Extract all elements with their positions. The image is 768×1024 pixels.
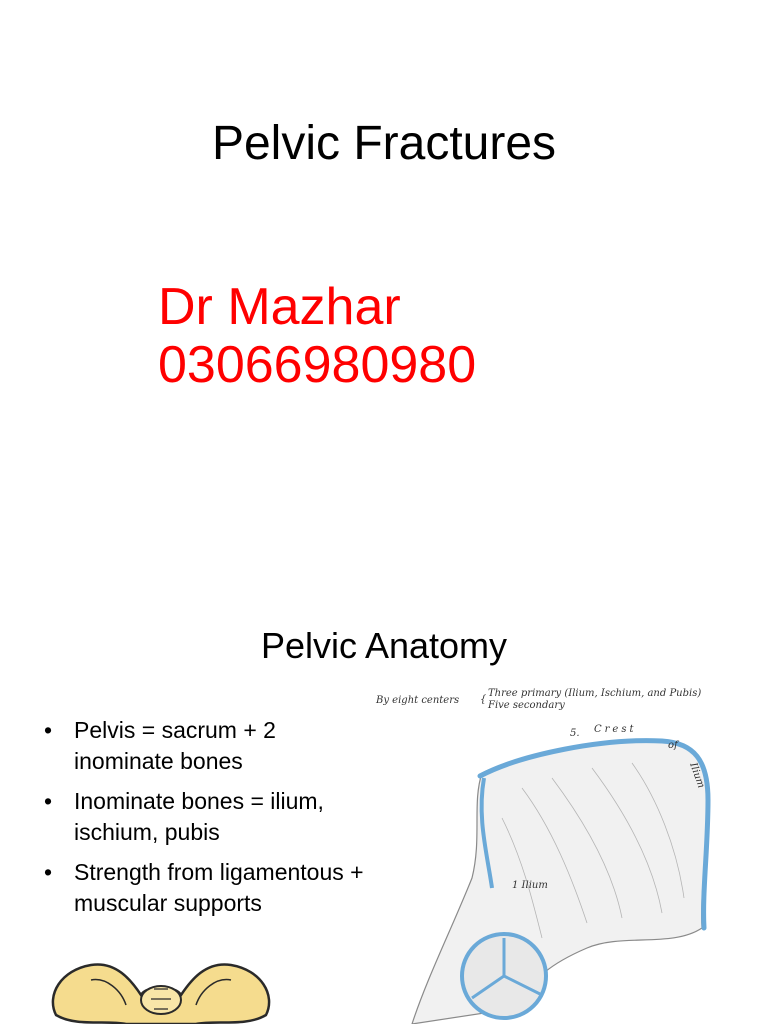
label-ilium: 1 Ilium: [512, 880, 548, 891]
bullet-list: [42, 715, 372, 928]
pelvis-icon: [46, 955, 276, 1024]
slide-title: Pelvic Fractures: [211, 117, 557, 170]
hip-bone-drawing: [372, 678, 768, 1024]
anatomy-slide: [0, 560, 768, 1024]
author-block: [158, 278, 476, 394]
label-number: 5.: [570, 728, 580, 739]
hip-bone-illustration: [372, 678, 768, 1024]
bullet-item: • Pelvis = sacrum + 2 inominate bones: [42, 715, 372, 777]
label-of: of: [668, 740, 678, 751]
figure-caption-left: By eight centers: [376, 695, 460, 706]
author-name: Dr Mazhar: [158, 278, 401, 336]
label-ilium-crest: Ilium: [687, 761, 707, 790]
bullet-item: • Strength from ligamentous + muscular supports: [42, 857, 372, 919]
label-crest: Crest: [594, 724, 637, 735]
slide-title: Pelvic Anatomy: [260, 625, 508, 666]
bullet-item: • Inominate bones = ilium, ischium, pubis: [42, 786, 372, 848]
ilium-shape: [412, 740, 707, 1024]
figure-caption-primary: Three primary (Ilium, Ischium, and Pubis): [488, 688, 702, 699]
pelvis-icon-drawing: [46, 955, 276, 1024]
author-phone: 03066980980: [158, 336, 477, 394]
figure-caption-secondary: Five secondary: [488, 700, 565, 711]
brace-glyph: {: [480, 694, 487, 705]
